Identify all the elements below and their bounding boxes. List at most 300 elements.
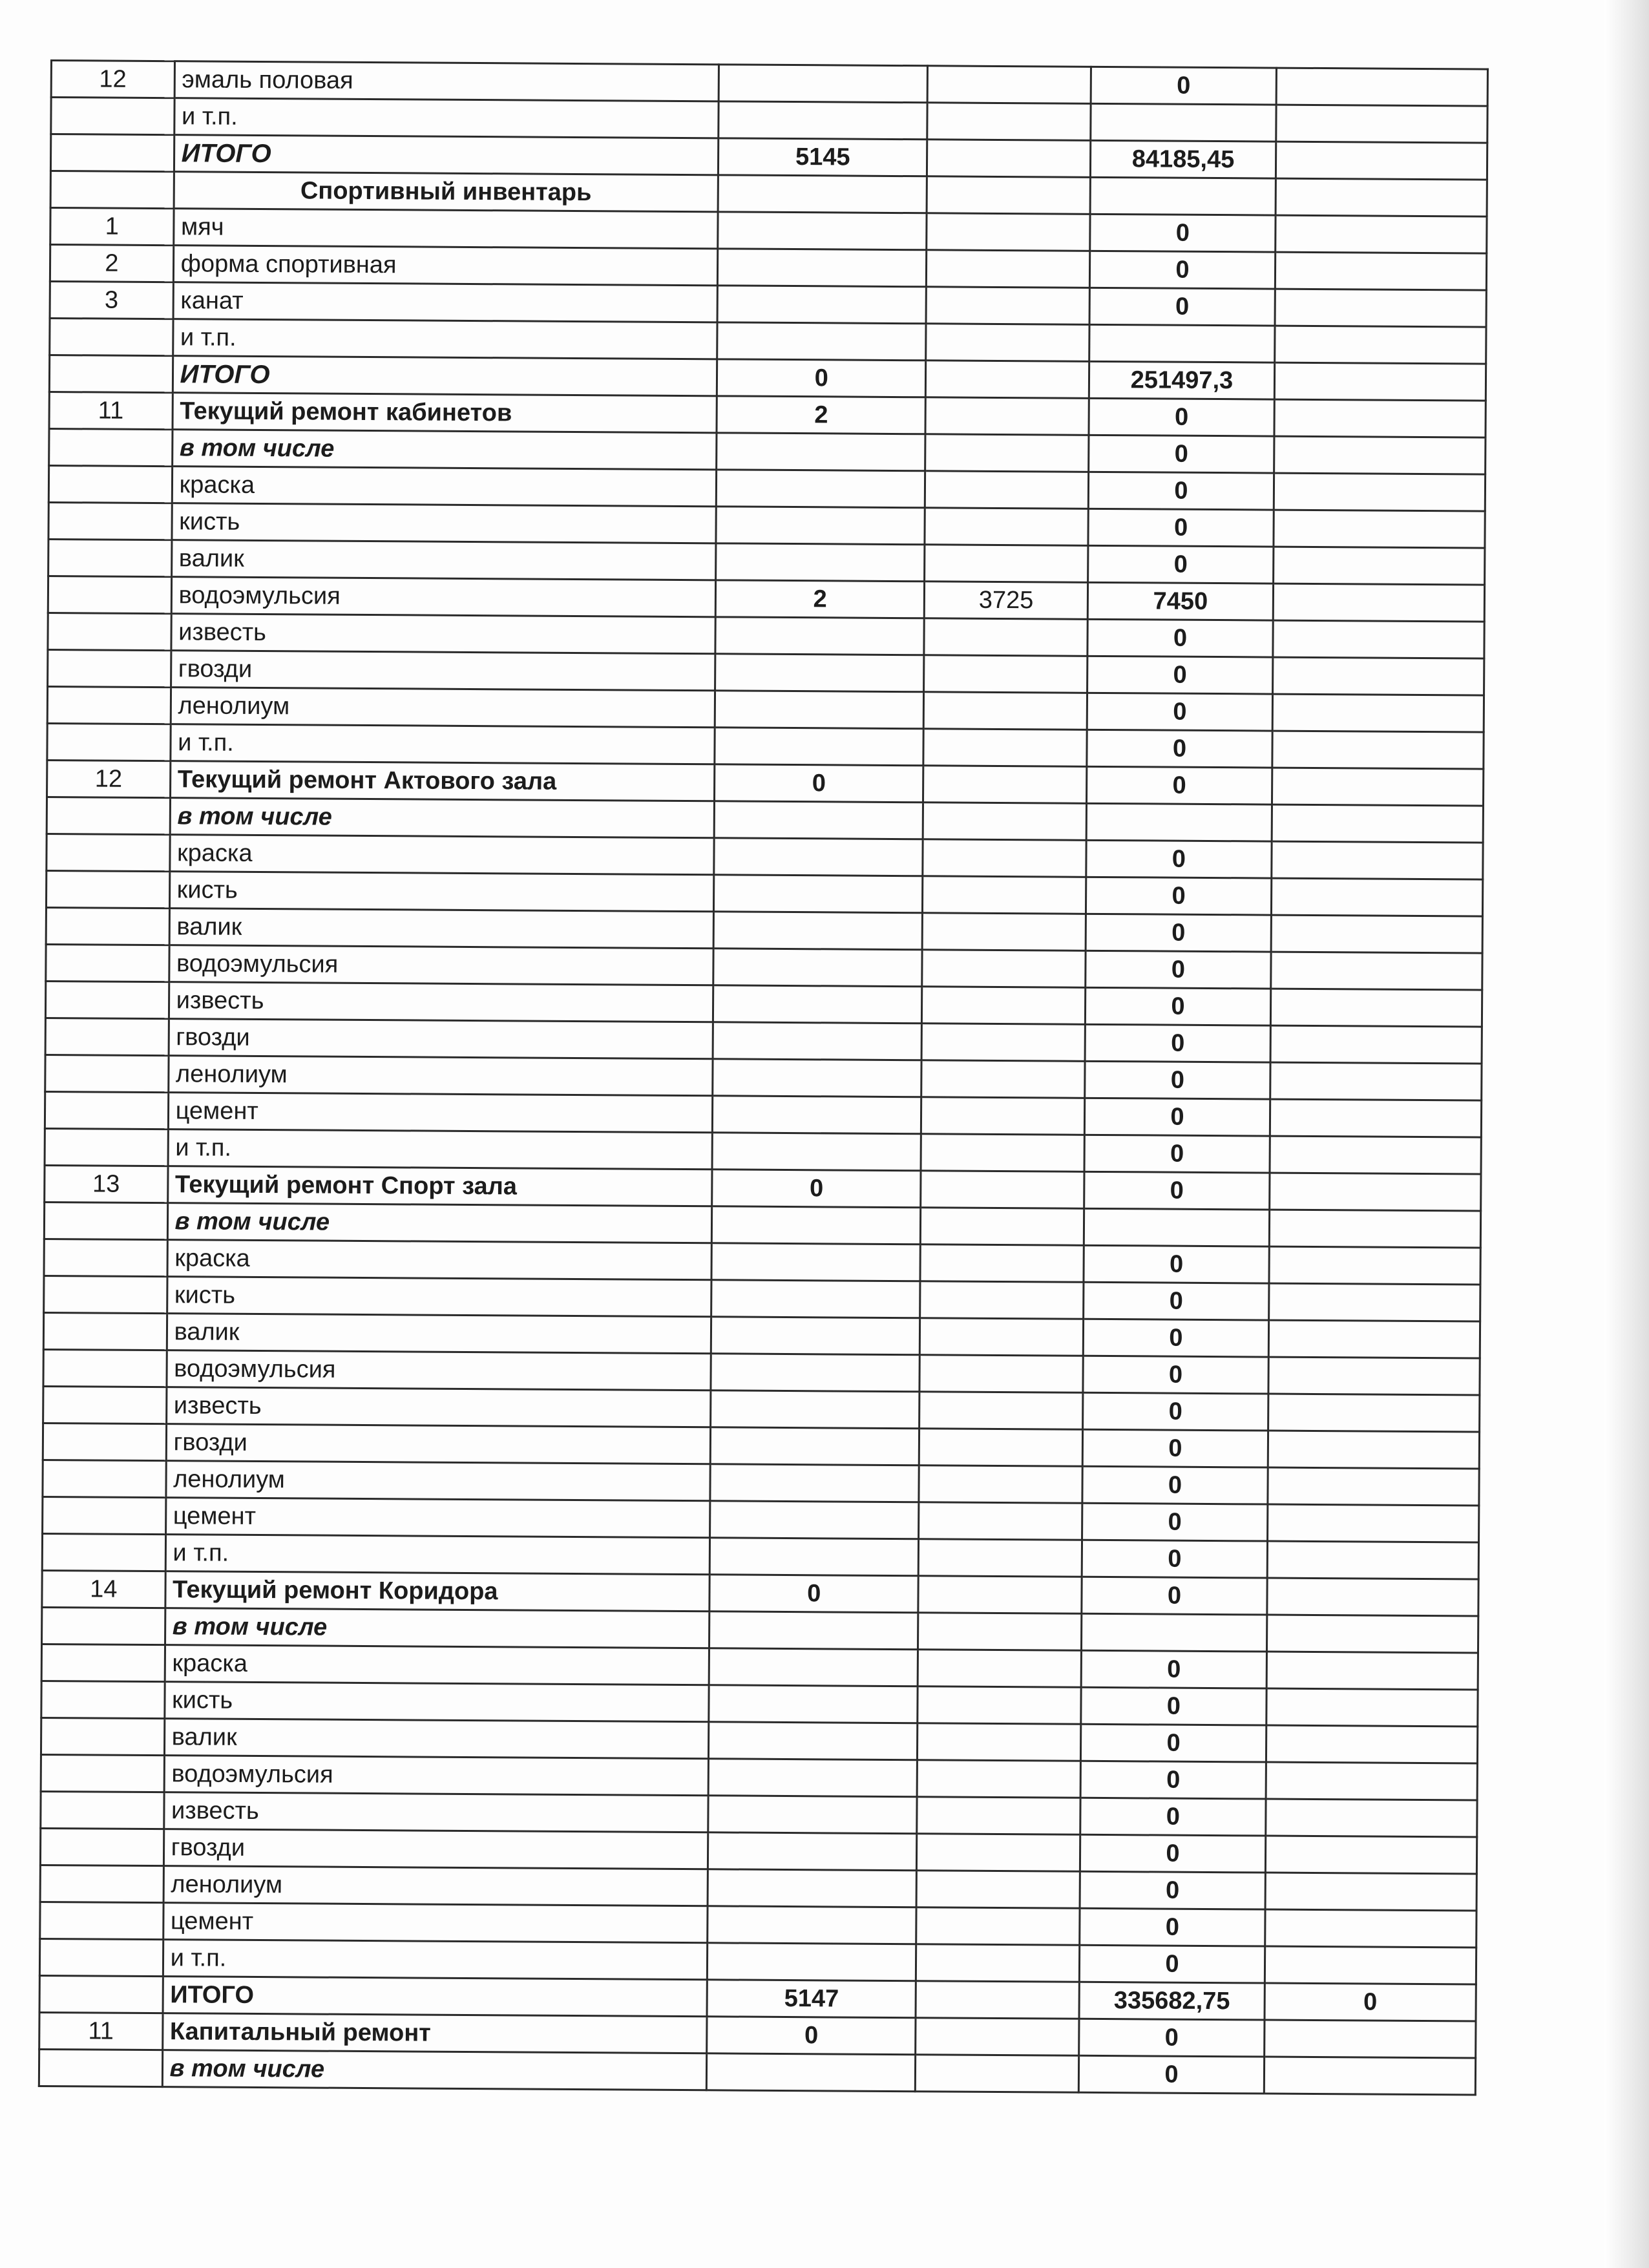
row-sum: 84185,45 [1090, 140, 1276, 178]
row-price [927, 213, 1090, 251]
row-name: ИТОГО [173, 356, 717, 396]
row-sum: 335682,75 [1079, 1982, 1265, 2020]
row-extra [1276, 105, 1487, 143]
row-sum: 0 [1087, 766, 1272, 804]
row-sum [1091, 103, 1276, 142]
row-extra [1267, 1578, 1478, 1616]
row-sum [1084, 1208, 1269, 1246]
row-extra [1274, 399, 1486, 437]
row-number [48, 649, 171, 687]
row-sum: 0 [1086, 950, 1271, 989]
row-extra [1265, 2020, 1476, 2058]
row-sum: 0 [1082, 1540, 1267, 1578]
row-name: валик [164, 1719, 709, 1759]
row-extra [1266, 1725, 1477, 1763]
row-price [925, 545, 1088, 583]
budget-table [38, 59, 1489, 2096]
row-price: 3725 [924, 582, 1087, 620]
row-price [921, 1171, 1084, 1209]
row-sum: 0 [1080, 1834, 1265, 1873]
row-sum [1082, 1613, 1267, 1652]
row-extra [1268, 1431, 1479, 1469]
row-quantity [716, 507, 925, 545]
row-sum: 0 [1088, 545, 1274, 583]
row-quantity: 0 [712, 1170, 921, 1208]
row-name: гвозди [169, 1019, 713, 1059]
row-quantity [711, 1354, 919, 1392]
row-quantity [718, 249, 927, 287]
row-quantity [713, 1022, 921, 1060]
row-name: в том числе [172, 430, 717, 470]
row-number [46, 944, 169, 982]
row-sum [1089, 324, 1275, 362]
row-sum: 0 [1085, 1061, 1270, 1099]
row-name: эмаль половая [174, 61, 719, 101]
row-quantity [718, 175, 927, 213]
row-sum: 0 [1084, 1282, 1269, 1320]
row-extra [1274, 362, 1486, 401]
row-price [923, 839, 1086, 877]
row-quantity [713, 912, 922, 950]
row-price [922, 987, 1086, 1025]
row-quantity [719, 65, 927, 103]
row-name: в том числе [167, 1203, 712, 1243]
row-name: кисть [169, 872, 714, 912]
row-quantity: 5145 [719, 138, 927, 176]
row-quantity [708, 1832, 917, 1871]
row-price [921, 1097, 1085, 1135]
row-quantity [712, 1206, 921, 1244]
row-price [918, 1576, 1082, 1614]
row-price [925, 397, 1089, 436]
row-sum: 0 [1089, 435, 1274, 473]
row-price [923, 729, 1087, 767]
row-extra [1266, 1615, 1478, 1653]
row-sum: 0 [1080, 1724, 1266, 1762]
row-price [918, 1613, 1082, 1651]
row-number [41, 1717, 164, 1755]
row-price [927, 103, 1091, 141]
row-price [926, 287, 1089, 325]
row-quantity [709, 1612, 918, 1650]
row-name: водоэмульсия [167, 1350, 711, 1391]
row-name: и т.п. [170, 724, 715, 764]
row-extra [1266, 1688, 1478, 1727]
row-name: Спортивный инвентарь [174, 172, 719, 212]
row-number [47, 797, 170, 834]
row-name: кисть [167, 1277, 711, 1317]
row-extra [1268, 1320, 1480, 1358]
row-price [919, 1465, 1082, 1504]
row-extra [1264, 2057, 1475, 2095]
row-number [47, 834, 170, 871]
row-number [45, 1055, 169, 1092]
row-name: краска [169, 835, 714, 875]
row-sum: 0 [1084, 1171, 1270, 1210]
row-price [926, 361, 1089, 399]
row-sum: 0 [1080, 1761, 1266, 1799]
row-name: гвозди [166, 1424, 711, 1464]
row-price [916, 2018, 1079, 2056]
row-name: известь [171, 614, 716, 654]
row-number [50, 134, 174, 172]
row-number: 12 [51, 61, 174, 98]
row-price [919, 1392, 1083, 1430]
row-sum: 0 [1081, 1650, 1266, 1688]
row-quantity [708, 1759, 917, 1797]
row-extra [1270, 1025, 1482, 1064]
row-quantity: 0 [709, 1575, 918, 1613]
row-sum: 0 [1086, 840, 1272, 878]
row-quantity [715, 654, 924, 692]
row-extra [1272, 657, 1484, 695]
row-quantity [713, 985, 922, 1024]
row-extra [1271, 878, 1482, 916]
row-price [917, 1760, 1080, 1798]
row-sum: 0 [1079, 2019, 1265, 2057]
row-extra [1274, 473, 1485, 511]
row-name: краска [172, 467, 717, 507]
row-name: кисть [164, 1682, 709, 1722]
row-quantity [710, 1427, 919, 1465]
row-number: 1 [50, 208, 174, 246]
row-sum: 0 [1084, 1135, 1270, 1173]
row-number [51, 98, 174, 135]
row-name: и т.п. [174, 98, 719, 138]
row-number [49, 355, 173, 393]
row-name: и т.п. [165, 1535, 710, 1575]
row-number [40, 1902, 163, 1939]
row-price [924, 618, 1087, 656]
row-price [922, 913, 1086, 951]
row-number [45, 1018, 169, 1055]
row-quantity: 0 [715, 764, 923, 803]
row-number [41, 1681, 165, 1718]
row-quantity [714, 838, 923, 876]
row-sum: 0 [1080, 1871, 1265, 1909]
row-sum: 0 [1087, 656, 1273, 694]
row-quantity [711, 1317, 920, 1355]
row-name: Текущий ремонт кабинетов [173, 393, 717, 433]
row-name: Текущий ремонт Коридора [165, 1571, 709, 1612]
row-quantity [711, 1243, 920, 1281]
row-quantity [707, 2053, 916, 2092]
row-price [923, 692, 1087, 730]
row-quantity [718, 212, 927, 250]
row-sum: 7450 [1087, 582, 1273, 620]
row-name: известь [166, 1387, 711, 1427]
row-number [43, 1460, 166, 1497]
row-sum: 0 [1080, 1798, 1266, 1836]
row-name: известь [163, 1792, 708, 1832]
row-extra [1276, 142, 1487, 180]
row-extra [1274, 510, 1485, 548]
row-sum: 0 [1085, 987, 1270, 1025]
row-number [44, 1239, 167, 1276]
row-extra [1266, 1799, 1477, 1837]
row-quantity [713, 949, 922, 987]
row-name: гвозди [171, 651, 715, 691]
row-quantity [717, 470, 925, 508]
row-sum: 0 [1082, 1577, 1267, 1615]
row-name: валик [169, 908, 714, 949]
row-quantity [713, 1059, 921, 1097]
row-sum: 0 [1089, 251, 1275, 289]
row-extra [1269, 1210, 1480, 1248]
row-name: известь [169, 982, 713, 1022]
row-number [41, 1791, 164, 1829]
row-number: 2 [50, 245, 173, 282]
row-name: кисть [172, 503, 717, 543]
row-sum: 0 [1082, 1503, 1268, 1541]
row-extra [1276, 178, 1487, 216]
row-name: форма спортивная [173, 246, 718, 286]
row-price [916, 1907, 1080, 1946]
row-name: Капитальный ремонт [162, 2013, 707, 2053]
row-price [921, 1024, 1085, 1062]
row-extra [1270, 989, 1482, 1027]
row-name: водоэмульсия [169, 945, 713, 985]
row-quantity [709, 1685, 918, 1723]
row-price [917, 1797, 1080, 1835]
row-number [45, 981, 169, 1018]
row-number [44, 1276, 167, 1313]
row-name: в том числе [162, 2050, 707, 2090]
row-sum: 0 [1083, 1319, 1268, 1357]
row-quantity [710, 1464, 919, 1502]
row-name: ИТОГО [174, 135, 719, 175]
row-price [918, 1650, 1081, 1688]
row-sum: 251497,3 [1089, 361, 1274, 399]
row-sum: 0 [1084, 1098, 1270, 1136]
row-quantity [717, 433, 925, 471]
row-extra [1270, 1099, 1481, 1137]
row-extra [1275, 326, 1486, 364]
row-number [46, 907, 169, 945]
row-price [921, 1134, 1084, 1172]
row-quantity: 0 [717, 359, 926, 397]
row-price [927, 176, 1090, 215]
row-sum: 0 [1091, 67, 1276, 105]
row-price [925, 508, 1088, 546]
row-sum: 0 [1078, 2055, 1264, 2094]
row-quantity [709, 1538, 918, 1576]
row-extra [1273, 620, 1484, 658]
row-extra [1275, 289, 1486, 327]
row-sum: 0 [1089, 288, 1275, 326]
row-quantity [708, 1906, 916, 1944]
row-number [43, 1349, 167, 1387]
row-quantity [717, 286, 926, 324]
row-extra [1265, 1909, 1476, 1948]
row-extra [1271, 915, 1482, 953]
row-sum: 0 [1080, 1908, 1265, 1946]
row-name: и т.п. [163, 1940, 708, 1980]
row-price [927, 66, 1091, 104]
row-name: Текущий ремонт Спорт зала [167, 1166, 712, 1206]
row-quantity [714, 801, 923, 839]
row-number: 13 [45, 1165, 168, 1202]
row-extra [1265, 1873, 1476, 1911]
row-price [924, 655, 1087, 693]
row-extra [1274, 547, 1485, 585]
row-number: 11 [49, 392, 173, 429]
budget-table-body [39, 61, 1487, 2095]
row-sum: 0 [1085, 1024, 1270, 1062]
row-number [42, 1533, 165, 1571]
row-sum: 0 [1079, 1945, 1265, 1983]
row-number [45, 1091, 168, 1129]
row-number [43, 1423, 166, 1460]
row-extra [1270, 1062, 1482, 1100]
row-number [39, 1938, 163, 1976]
row-quantity [709, 1648, 918, 1686]
row-number [50, 319, 173, 356]
row-price [923, 766, 1087, 804]
row-name: ленолиум [166, 1461, 711, 1501]
page-edge-shadow [1604, 0, 1649, 2268]
row-quantity [714, 875, 923, 913]
row-name: гвозди [163, 1829, 708, 1869]
row-number [46, 870, 169, 908]
row-sum: 0 [1082, 1466, 1268, 1504]
row-quantity [711, 1280, 920, 1318]
row-price [918, 1686, 1081, 1725]
row-extra [1272, 768, 1483, 806]
row-number [43, 1496, 166, 1534]
row-sum: 0 [1083, 1356, 1268, 1394]
row-extra [1267, 1504, 1478, 1542]
row-quantity [717, 322, 926, 361]
row-number [48, 465, 172, 503]
row-extra [1272, 804, 1483, 843]
row-price [925, 471, 1089, 509]
row-price [920, 1318, 1084, 1356]
row-extra [1268, 1394, 1479, 1432]
row-sum: 0 [1087, 693, 1272, 731]
row-extra [1276, 68, 1487, 106]
row-name: цемент [163, 1903, 708, 1943]
row-number [40, 1865, 163, 1902]
row-price [919, 1502, 1082, 1540]
row-price [921, 1060, 1085, 1098]
row-quantity [708, 1869, 916, 1907]
row-price [923, 803, 1086, 841]
row-extra [1269, 1246, 1480, 1285]
row-price [919, 1355, 1083, 1393]
row-extra: 0 [1265, 1983, 1476, 2021]
row-number [48, 539, 172, 576]
row-name: Текущий ремонт Актового зала [170, 761, 715, 801]
row-number [43, 1312, 167, 1350]
row-sum: 0 [1086, 914, 1271, 952]
row-extra [1272, 694, 1484, 732]
row-number [40, 1828, 163, 1865]
row-extra [1269, 1283, 1480, 1321]
row-number: 14 [42, 1570, 165, 1608]
row-sum: 0 [1083, 1392, 1268, 1431]
row-sum: 0 [1082, 1429, 1268, 1467]
row-quantity: 0 [707, 2017, 916, 2055]
row-extra [1270, 1173, 1481, 1211]
row-extra [1274, 436, 1486, 474]
row-price [916, 1944, 1080, 1982]
row-number [48, 576, 171, 613]
row-extra [1276, 215, 1487, 253]
row-number [41, 1644, 165, 1681]
row-price [919, 1429, 1082, 1467]
row-extra [1268, 1357, 1480, 1395]
row-quantity: 2 [717, 396, 925, 434]
row-name: ИТОГО [163, 1977, 708, 2017]
row-price [925, 434, 1089, 472]
row-sum: 0 [1090, 214, 1276, 252]
row-quantity [708, 1943, 916, 1981]
row-number: 12 [47, 760, 171, 797]
row-extra [1273, 583, 1484, 622]
row-name: цемент [165, 1498, 710, 1538]
row-number [48, 613, 171, 650]
row-extra [1266, 1652, 1478, 1690]
row-extra [1272, 841, 1483, 879]
row-quantity [708, 1796, 917, 1834]
row-sum: 0 [1088, 472, 1274, 510]
row-sum [1090, 177, 1276, 215]
row-price [918, 1539, 1082, 1577]
row-quantity [709, 1722, 918, 1760]
row-extra [1272, 731, 1484, 769]
row-name: валик [171, 540, 716, 580]
row-name: мяч [173, 209, 718, 249]
row-name: в том числе [170, 798, 715, 838]
row-price [917, 1834, 1080, 1872]
row-name: ленолиум [168, 1056, 713, 1096]
row-price [916, 1981, 1079, 2019]
row-number [49, 428, 173, 466]
row-sum: 0 [1081, 1687, 1266, 1725]
row-price [916, 2055, 1079, 2093]
row-quantity [713, 1096, 921, 1134]
row-price [920, 1281, 1084, 1319]
row-quantity: 5147 [707, 1980, 916, 2018]
row-price [927, 250, 1090, 288]
row-quantity: 2 [715, 580, 924, 618]
row-name: краска [165, 1645, 709, 1685]
row-price [922, 950, 1086, 988]
row-sum: 0 [1084, 1245, 1269, 1283]
row-price [918, 1723, 1081, 1761]
row-quantity [716, 543, 925, 582]
row-extra [1275, 252, 1486, 290]
row-price [920, 1244, 1084, 1283]
row-quantity [715, 691, 923, 729]
row-quantity [711, 1391, 919, 1429]
row-extra [1265, 1946, 1476, 1984]
row-number: 3 [50, 282, 173, 319]
row-sum: 0 [1089, 398, 1274, 436]
row-quantity [719, 101, 927, 140]
row-price [916, 1871, 1080, 1909]
row-number [41, 1754, 164, 1792]
row-price [927, 140, 1091, 178]
row-number [45, 1128, 168, 1166]
row-extra [1270, 1136, 1481, 1174]
row-name: в том числе [165, 1608, 709, 1648]
row-number [39, 1975, 163, 2013]
row-number [47, 686, 171, 724]
row-quantity [715, 728, 923, 766]
row-price [921, 1208, 1084, 1246]
